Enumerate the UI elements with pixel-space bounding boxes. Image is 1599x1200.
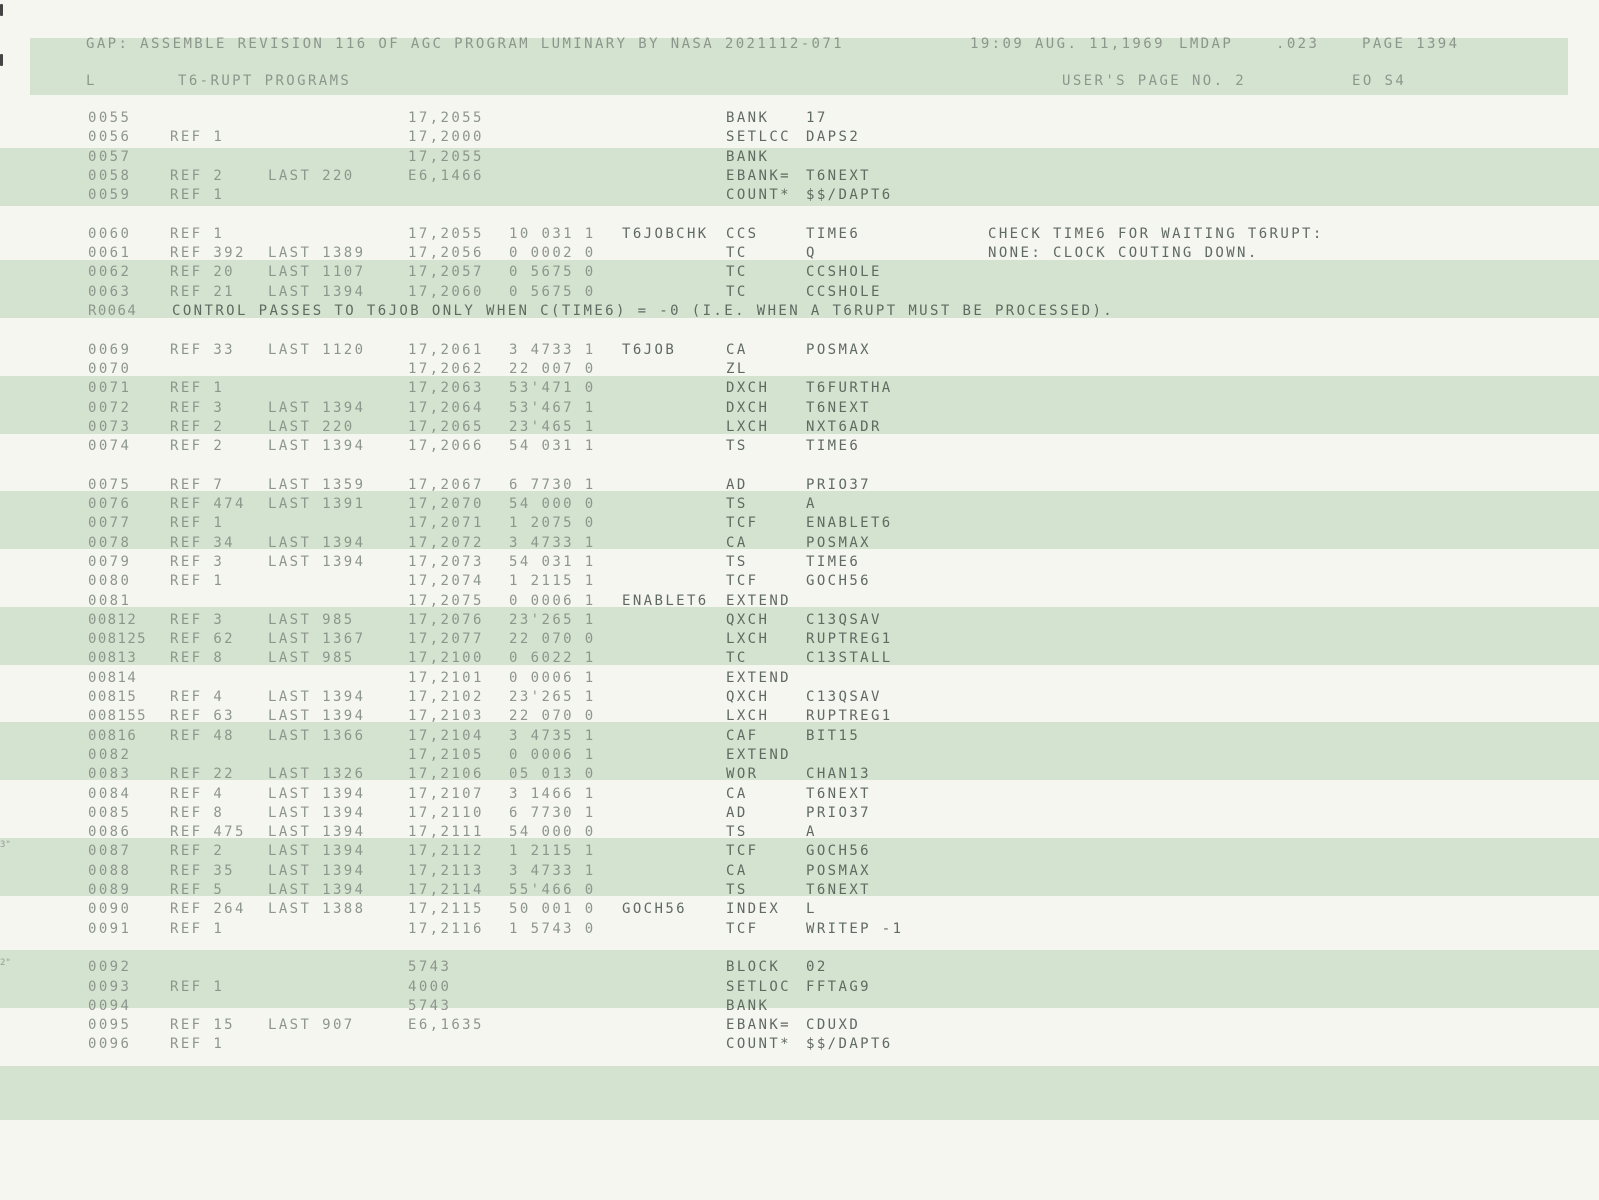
users-page-number: USER'S PAGE NO. 2 <box>1062 73 1247 89</box>
line-operand: $$/DAPT6 <box>806 187 893 204</box>
line-n: 0091 <box>88 920 132 937</box>
line-operand: RUPTREG1 <box>806 708 893 725</box>
line-full: CONTROL PASSES TO T6JOB ONLY WHEN C(TIME6) = -0 (I.E. WHEN A T6RUPT MUST BE PROCESSED). <box>172 303 1115 319</box>
line-code: 54 000 0 <box>509 496 596 512</box>
line-last: LAST 1394 <box>268 438 366 455</box>
line-op: TS <box>726 553 748 570</box>
line-code: 53'471 0 <box>509 380 596 397</box>
line-ref: REF 48 <box>170 727 235 744</box>
line-n: 0059 <box>88 187 132 204</box>
paper-band <box>0 1066 1599 1120</box>
line-addr: 17,2072 <box>408 534 484 551</box>
line-operand: 17 <box>806 110 828 126</box>
line-op: AD <box>726 476 748 493</box>
paper-band <box>0 838 1599 896</box>
line-addr: 17,2075 <box>408 592 484 609</box>
line-ref: REF 21 <box>170 283 235 300</box>
line-n: 0072 <box>88 399 132 416</box>
header-title: GAP: ASSEMBLE REVISION 116 OF AGC PROGRAM LUMINARY BY NASA 2021112-071 <box>86 36 845 52</box>
line-ref: REF 2 <box>170 438 225 455</box>
line-last: LAST 907 <box>268 1017 355 1034</box>
line-code: 3 4733 1 <box>509 341 596 358</box>
line-operand: $$/DAPT6 <box>806 1036 893 1053</box>
line-ref: REF 34 <box>170 534 235 551</box>
line-code: 0 0006 1 <box>509 592 596 609</box>
line-op: AD <box>726 804 748 821</box>
line-n: 0093 <box>88 978 132 995</box>
line-label: ENABLET6 <box>622 592 709 609</box>
line-addr: 17,2071 <box>408 515 484 532</box>
line-operand: 02 <box>806 959 828 976</box>
line-operand: POSMAX <box>806 534 871 551</box>
paper-band <box>0 607 1599 665</box>
line-n: 0080 <box>88 573 132 590</box>
line-op: SETLCC <box>726 129 791 146</box>
line-last: LAST 1326 <box>268 766 366 783</box>
line-code: 0 5675 0 <box>509 283 596 300</box>
line-code: 1 2075 0 <box>509 515 596 532</box>
line-code: 05 013 0 <box>509 766 596 783</box>
line-n: 0086 <box>88 824 132 841</box>
line-last: LAST 1394 <box>268 862 366 879</box>
line-op: CA <box>726 534 748 551</box>
line-code: 3 4733 1 <box>509 534 596 551</box>
line-operand: T6NEXT <box>806 785 871 802</box>
line-n: 0095 <box>88 1017 132 1034</box>
line-operand: Q <box>806 245 817 262</box>
line-operand: CCSHOLE <box>806 283 882 300</box>
line-ref: REF 62 <box>170 631 235 648</box>
line-operand: POSMAX <box>806 862 871 879</box>
line-addr: 17,2055 <box>408 148 484 165</box>
line-op: EBANK= <box>726 167 791 184</box>
line-op: CCS <box>726 225 759 242</box>
line-last: LAST 1394 <box>268 708 366 725</box>
line-op: TC <box>726 283 748 300</box>
line-operand: GOCH56 <box>806 843 871 860</box>
line-op: TS <box>726 438 748 455</box>
line-code: 23'265 1 <box>509 689 596 705</box>
line-ref: REF 475 <box>170 824 246 841</box>
line-code: 53'467 1 <box>509 399 596 416</box>
line-n: 0092 <box>88 959 132 976</box>
line-last: LAST 1120 <box>268 341 366 358</box>
line-op: ZL <box>726 360 748 377</box>
line-code: 10 031 1 <box>509 225 596 242</box>
line-n: 00812 <box>88 611 138 628</box>
line-last: LAST 1394 <box>268 824 366 841</box>
line-op: TCF <box>726 515 759 532</box>
line-op: COUNT* <box>726 1036 791 1053</box>
line-n: 0069 <box>88 341 132 358</box>
line-addr: 17,2114 <box>408 882 484 898</box>
line-n: 0073 <box>88 418 132 435</box>
line-op: CAF <box>726 727 759 744</box>
line-ref: REF 1 <box>170 515 225 532</box>
line-code: 50 001 0 <box>509 901 596 918</box>
line-n: 0055 <box>88 110 132 126</box>
line-label: GOCH56 <box>622 901 687 918</box>
line-code: 1 5743 0 <box>509 920 596 937</box>
line-ref: REF 2 <box>170 418 225 435</box>
line-ref: REF 3 <box>170 611 225 628</box>
line-addr: 17,2112 <box>408 843 484 860</box>
line-ref: REF 22 <box>170 766 235 783</box>
line-op: BANK <box>726 110 770 126</box>
line-last: LAST 220 <box>268 167 355 184</box>
line-addr: 17,2060 <box>408 283 484 300</box>
line-ref: REF 33 <box>170 341 235 358</box>
line-n: 0081 <box>88 592 132 609</box>
line-op: QXCH <box>726 611 770 628</box>
line-op: EXTEND <box>726 669 791 686</box>
line-last: LAST 1359 <box>268 476 366 493</box>
line-operand: CCSHOLE <box>806 264 882 281</box>
line-n: 008155 <box>88 708 147 725</box>
line-op: LXCH <box>726 418 770 435</box>
line-n: 008125 <box>88 631 147 648</box>
line-n: 0061 <box>88 245 132 262</box>
line-last: LAST 1394 <box>268 553 366 570</box>
line-operand: T6NEXT <box>806 882 871 898</box>
line-op: LXCH <box>726 631 770 648</box>
line-op: INDEX <box>726 901 781 918</box>
line-n: 0062 <box>88 264 132 281</box>
line-last: LAST 1394 <box>268 843 366 860</box>
line-n: 00815 <box>88 689 138 705</box>
line-addr: 17,2070 <box>408 496 484 512</box>
line-comment: CHECK TIME6 FOR WAITING T6RUPT: <box>988 225 1324 242</box>
line-code: 3 1466 1 <box>509 785 596 802</box>
line-last: LAST 1394 <box>268 399 366 416</box>
line-op: TS <box>726 882 748 898</box>
line-n: 0076 <box>88 496 132 512</box>
line-code: 22 007 0 <box>509 360 596 377</box>
line-n: 00813 <box>88 650 138 667</box>
line-ref: REF 1 <box>170 380 225 397</box>
line-op: TCF <box>726 573 759 590</box>
line-n: 0096 <box>88 1036 132 1053</box>
line-addr: E6,1635 <box>408 1017 484 1034</box>
line-op: DXCH <box>726 399 770 416</box>
line-operand: BIT15 <box>806 727 861 744</box>
line-addr: 5743 <box>408 959 452 976</box>
line-op: LXCH <box>726 708 770 725</box>
line-last: LAST 1394 <box>268 534 366 551</box>
line-last: LAST 1366 <box>268 727 366 744</box>
line-addr: 17,2064 <box>408 399 484 416</box>
line-operand: T6FURTHA <box>806 380 893 397</box>
line-n: 0077 <box>88 515 132 532</box>
line-ref: REF 20 <box>170 264 235 281</box>
line-addr: E6,1466 <box>408 167 484 184</box>
line-addr: 17,2061 <box>408 341 484 358</box>
line-addr: 17,2065 <box>408 418 484 435</box>
line-n: 0056 <box>88 129 132 146</box>
line-code: 1 2115 1 <box>509 573 596 590</box>
line-operand: TIME6 <box>806 438 861 455</box>
line-addr: 17,2104 <box>408 727 484 744</box>
line-operand: FFTAG9 <box>806 978 871 995</box>
line-op: BANK <box>726 148 770 165</box>
line-code: 54 031 1 <box>509 553 596 570</box>
line-addr: 17,2113 <box>408 862 484 879</box>
line-code: 0 6022 1 <box>509 650 596 667</box>
line-addr: 17,2116 <box>408 920 484 937</box>
line-op: TC <box>726 650 748 667</box>
line-n: 0058 <box>88 167 132 184</box>
line-addr: 17,2111 <box>408 824 484 841</box>
line-op: SETLOC <box>726 978 791 995</box>
paper-band <box>0 376 1599 434</box>
line-ref: REF 1 <box>170 129 225 146</box>
header-tag: LMDAP <box>1179 36 1234 52</box>
line-n: 0063 <box>88 283 132 300</box>
line-addr: 17,2063 <box>408 380 484 397</box>
line-operand: CHAN13 <box>806 766 871 783</box>
line-last: LAST 1394 <box>268 882 366 898</box>
line-ref: REF 3 <box>170 399 225 416</box>
line-code: 6 7730 1 <box>509 804 596 821</box>
line-n: 0087 <box>88 843 132 860</box>
line-ref: REF 63 <box>170 708 235 725</box>
line-n: 0085 <box>88 804 132 821</box>
line-addr: 17,2103 <box>408 708 484 725</box>
line-addr: 17,2077 <box>408 631 484 648</box>
line-last: LAST 1394 <box>268 283 366 300</box>
line-ref: REF 1 <box>170 187 225 204</box>
line-addr: 17,2106 <box>408 766 484 783</box>
line-n: 00814 <box>88 669 138 686</box>
line-addr: 17,2056 <box>408 245 484 262</box>
line-n: 0075 <box>88 476 132 493</box>
line-addr: 17,2076 <box>408 611 484 628</box>
line-op: TS <box>726 824 748 841</box>
punch-mark <box>0 4 3 16</box>
paper-band <box>0 722 1599 783</box>
line-op: EBANK= <box>726 1017 791 1034</box>
line-addr: 17,2073 <box>408 553 484 570</box>
line-op: BANK <box>726 997 770 1014</box>
line-ref: REF 5 <box>170 882 225 898</box>
line-op: TCF <box>726 843 759 860</box>
line-op: COUNT* <box>726 187 791 204</box>
line-addr: 17,2057 <box>408 264 484 281</box>
line-last: LAST 1367 <box>268 631 366 648</box>
line-last: LAST 1391 <box>268 496 366 512</box>
line-n: 0060 <box>88 225 132 242</box>
line-addr: 17,2062 <box>408 360 484 377</box>
line-op: DXCH <box>726 380 770 397</box>
line-addr: 17,2115 <box>408 901 484 918</box>
line-addr: 17,2066 <box>408 438 484 455</box>
line-code: 22 070 0 <box>509 708 596 725</box>
line-code: 54 031 1 <box>509 438 596 455</box>
line-code: 22 070 0 <box>509 631 596 648</box>
line-last: LAST 1107 <box>268 264 366 281</box>
line-n: 0078 <box>88 534 132 551</box>
line-code: 54 000 0 <box>509 824 596 841</box>
line-n: 0070 <box>88 360 132 377</box>
line-n: 0083 <box>88 766 132 783</box>
line-operand: WRITEP -1 <box>806 920 904 937</box>
line-addr: 17,2000 <box>408 129 484 146</box>
line-n: 0079 <box>88 553 132 570</box>
line-last: LAST 220 <box>268 418 355 435</box>
line-op: WOR <box>726 766 759 783</box>
line-operand: GOCH56 <box>806 573 871 590</box>
line-ref: REF 264 <box>170 901 246 918</box>
line-op: TC <box>726 264 748 281</box>
line-operand: PRIO37 <box>806 804 871 821</box>
line-op: EXTEND <box>726 592 791 609</box>
line-operand: A <box>806 496 817 512</box>
line-last: LAST 1394 <box>268 689 366 705</box>
line-ref: REF 8 <box>170 804 225 821</box>
line-operand: RUPTREG1 <box>806 631 893 648</box>
line-last: LAST 1389 <box>268 245 366 262</box>
line-op: CA <box>726 341 748 358</box>
line-ref: REF 2 <box>170 843 225 860</box>
line-code: 0 0002 0 <box>509 245 596 262</box>
line-code: 0 0006 1 <box>509 669 596 686</box>
line-ref: REF 392 <box>170 245 246 262</box>
line-addr: 5743 <box>408 997 452 1014</box>
line-ref: REF 474 <box>170 496 246 512</box>
paper-band <box>0 950 1599 1008</box>
line-operand: C13QSAV <box>806 689 882 705</box>
line-addr: 17,2102 <box>408 689 484 705</box>
line-ref: REF 8 <box>170 650 225 667</box>
line-op: EXTEND <box>726 746 791 763</box>
line-comment: NONE: CLOCK COUTING DOWN. <box>988 245 1259 262</box>
line-addr: 17,2105 <box>408 746 484 763</box>
line-code: 0 0006 1 <box>509 746 596 763</box>
line-n: 0082 <box>88 746 132 763</box>
line-operand: C13STALL <box>806 650 893 667</box>
line-ref: REF 4 <box>170 689 225 705</box>
punch-mark <box>0 54 3 66</box>
line-addr: 17,2101 <box>408 669 484 686</box>
line-ref: REF 3 <box>170 553 225 570</box>
header-page-number: PAGE 1394 <box>1362 36 1460 52</box>
line-ref: REF 1 <box>170 978 225 995</box>
line-n: 0094 <box>88 997 132 1014</box>
margin-mark: 3" <box>0 840 11 850</box>
line-operand: DAPS2 <box>806 129 861 146</box>
line-op: CA <box>726 862 748 879</box>
line-addr: 17,2100 <box>408 650 484 667</box>
line-n: 00816 <box>88 727 138 744</box>
line-ref: REF 1 <box>170 573 225 590</box>
line-n: 0088 <box>88 862 132 879</box>
line-code: 3 4733 1 <box>509 862 596 879</box>
section-title: T6-RUPT PROGRAMS <box>178 73 352 89</box>
line-n: 0084 <box>88 785 132 802</box>
line-operand: PRIO37 <box>806 476 871 493</box>
line-addr: 17,2067 <box>408 476 484 493</box>
line-addr: 17,2110 <box>408 804 484 821</box>
section-column-l: L <box>86 73 97 89</box>
header-datetime: 19:09 AUG. 11,1969 <box>970 36 1165 52</box>
line-code: 23'465 1 <box>509 418 596 435</box>
eq-label: EO S4 <box>1352 73 1407 89</box>
line-op: TC <box>726 245 748 262</box>
line-last: LAST 985 <box>268 611 355 628</box>
line-ref: REF 1 <box>170 1036 225 1053</box>
line-code: 3 4735 1 <box>509 727 596 744</box>
line-last: LAST 1394 <box>268 804 366 821</box>
line-ref: REF 7 <box>170 476 225 493</box>
margin-mark: 2" <box>0 958 11 968</box>
line-n: 0089 <box>88 882 132 898</box>
line-ref: REF 1 <box>170 920 225 937</box>
line-operand: T6NEXT <box>806 399 871 416</box>
line-ref: REF 4 <box>170 785 225 802</box>
line-code: 23'265 1 <box>509 611 596 628</box>
line-operand: CDUXD <box>806 1017 861 1034</box>
line-op: CA <box>726 785 748 802</box>
line-addr: 17,2074 <box>408 573 484 590</box>
line-n: 0074 <box>88 438 132 455</box>
line-label: T6JOB <box>622 341 677 358</box>
line-op: TS <box>726 496 748 512</box>
line-operand: TIME6 <box>806 553 861 570</box>
line-ref: REF 2 <box>170 167 225 184</box>
line-ref: REF 1 <box>170 225 225 242</box>
line-operand: ENABLET6 <box>806 515 893 532</box>
line-code: 6 7730 1 <box>509 476 596 493</box>
paper-band <box>0 148 1599 206</box>
line-operand: TIME6 <box>806 225 861 242</box>
line-last: LAST 1394 <box>268 785 366 802</box>
line-addr: 17,2055 <box>408 110 484 126</box>
line-code: 1 2115 1 <box>509 843 596 860</box>
line-operand: A <box>806 824 817 841</box>
line-operand: T6NEXT <box>806 167 871 184</box>
line-addr: 17,2107 <box>408 785 484 802</box>
line-op: QXCH <box>726 689 770 705</box>
line-addr: 4000 <box>408 978 452 995</box>
line-op: BLOCK <box>726 959 781 976</box>
line-n: 0057 <box>88 148 132 165</box>
line-operand: POSMAX <box>806 341 871 358</box>
line-ref: REF 35 <box>170 862 235 879</box>
line-code: 55'466 0 <box>509 882 596 898</box>
line-label: T6JOBCHK <box>622 225 709 242</box>
line-operand: C13QSAV <box>806 611 882 628</box>
line-code: 0 5675 0 <box>509 264 596 281</box>
line-n: 0071 <box>88 380 132 397</box>
line-op: TCF <box>726 920 759 937</box>
line-n: R0064 <box>88 303 138 319</box>
line-addr: 17,2055 <box>408 225 484 242</box>
line-ref: REF 15 <box>170 1017 235 1034</box>
line-operand: NXT6ADR <box>806 418 882 435</box>
line-operand: L <box>806 901 817 918</box>
header-code: .023 <box>1276 36 1320 52</box>
line-last: LAST 985 <box>268 650 355 667</box>
line-last: LAST 1388 <box>268 901 366 918</box>
line-n: 0090 <box>88 901 132 918</box>
